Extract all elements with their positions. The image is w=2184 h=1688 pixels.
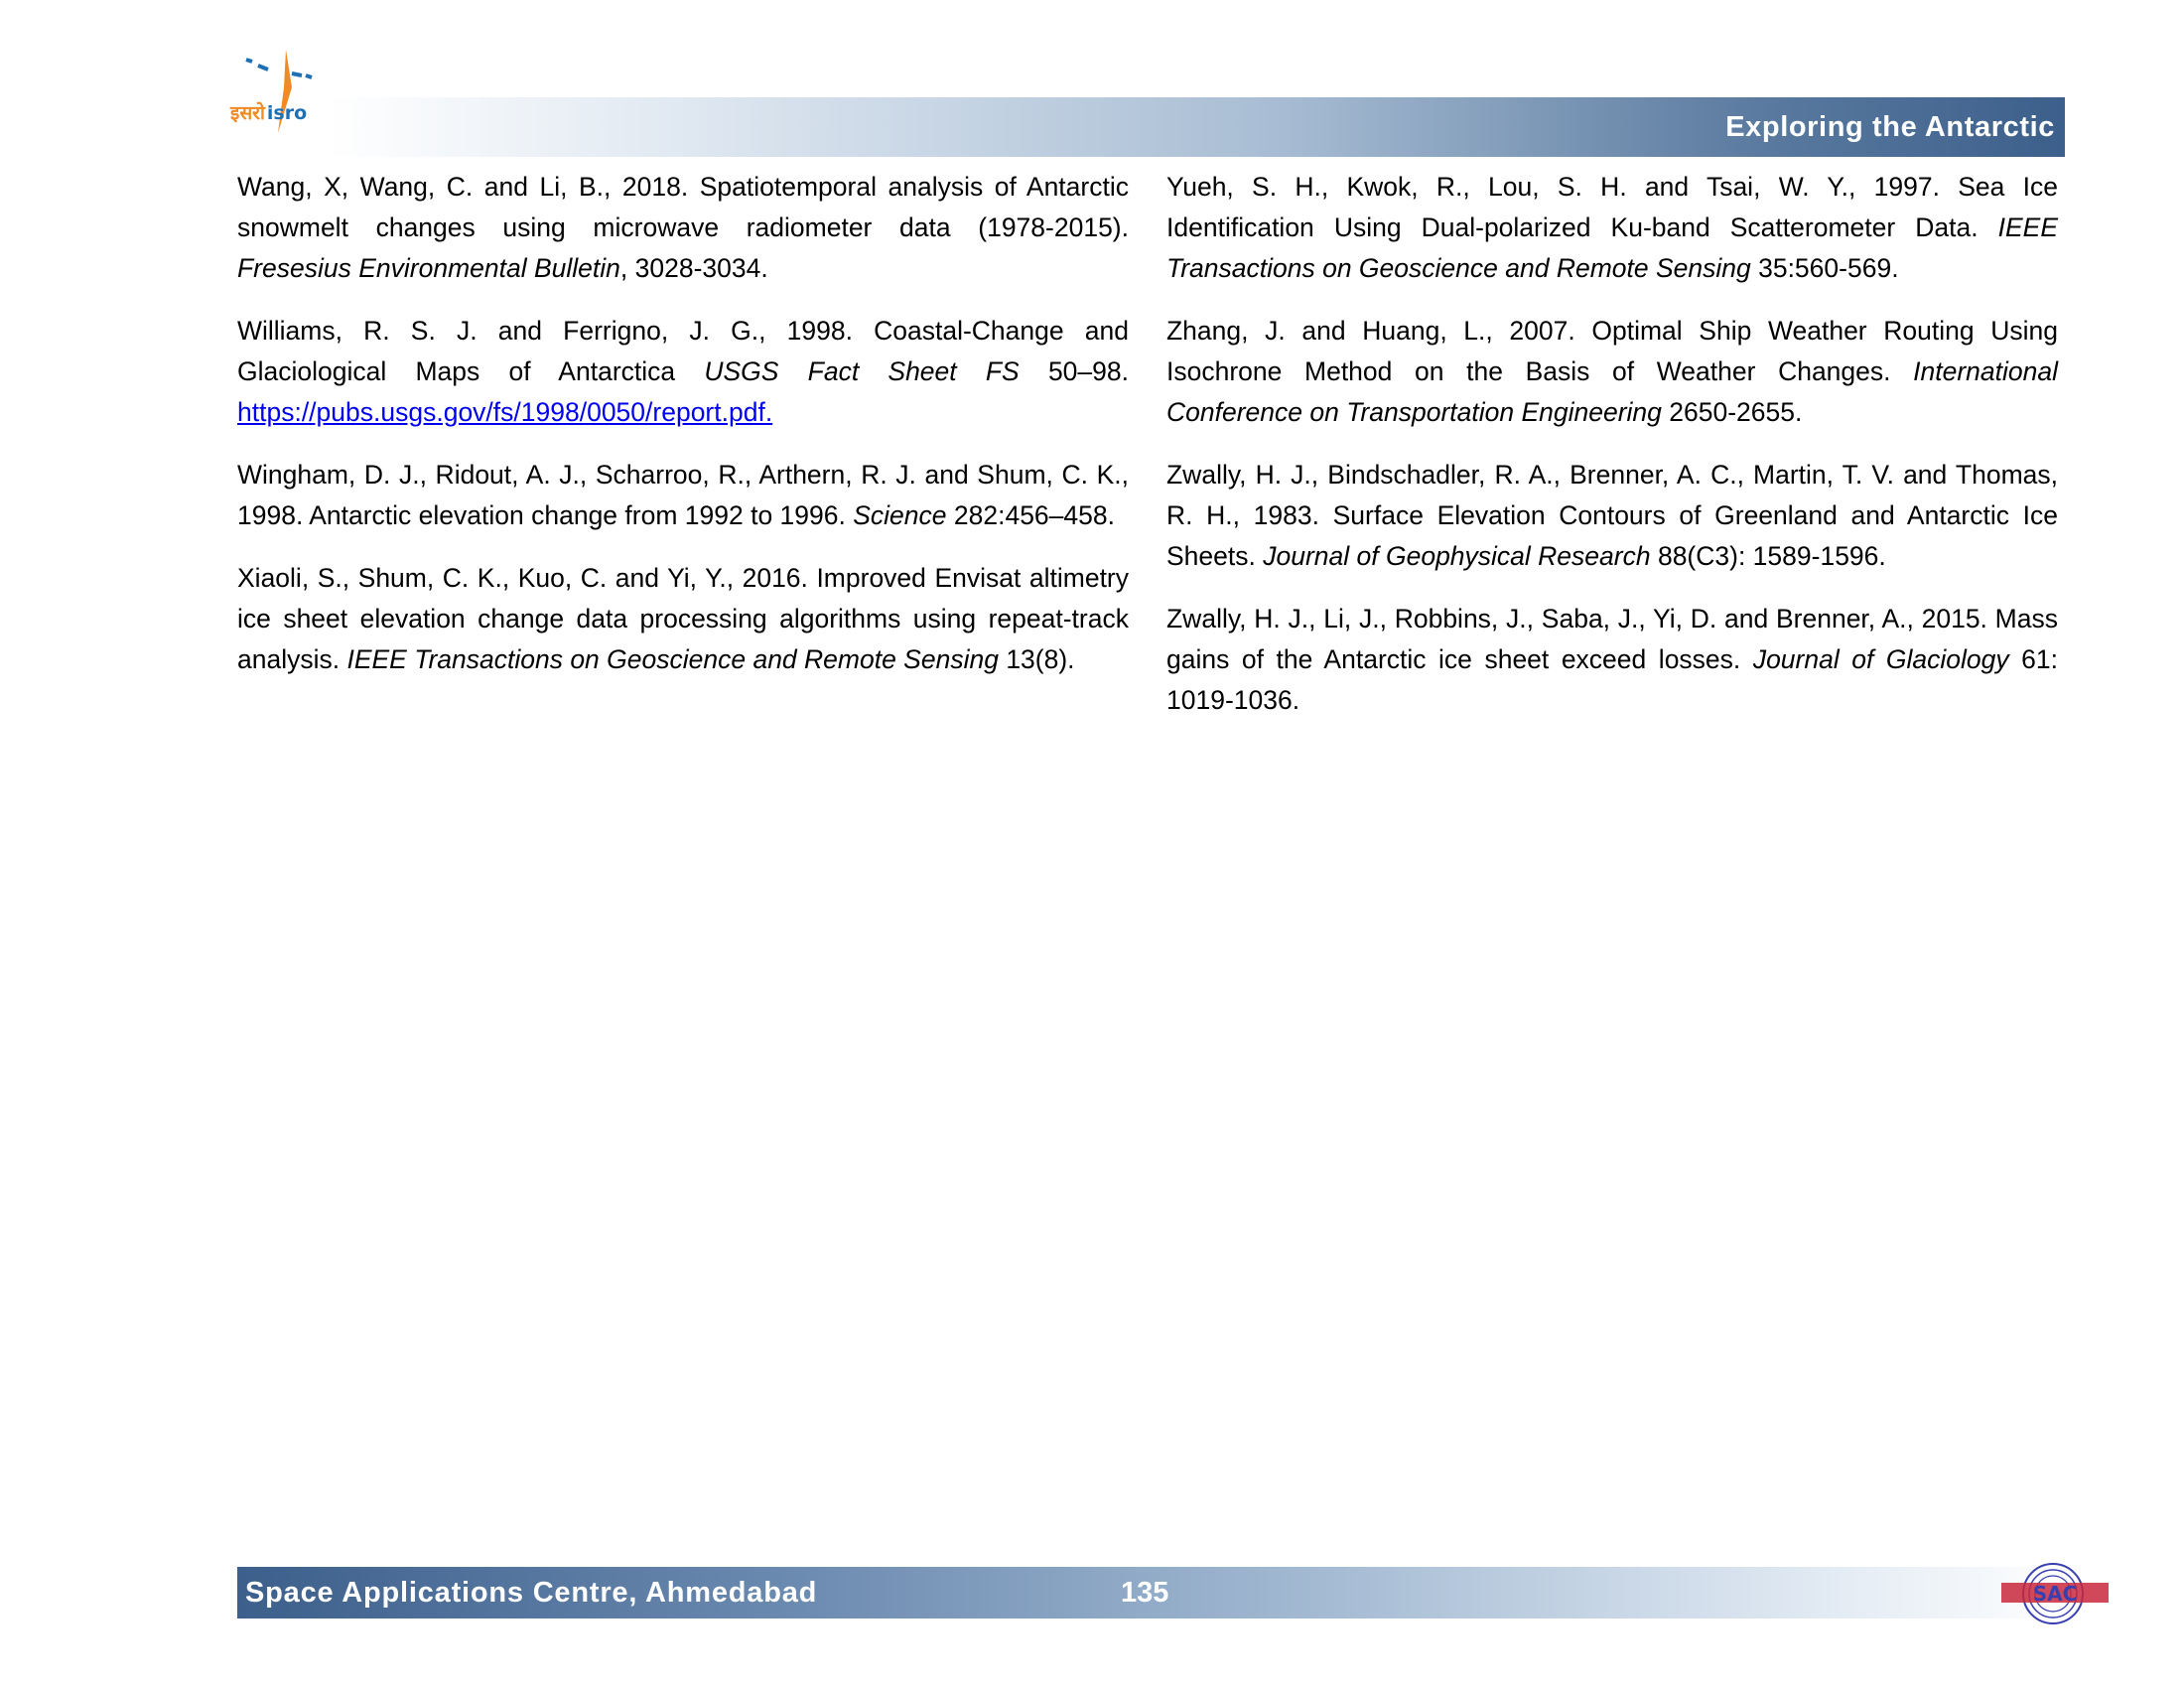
isro-logo-english: isro: [266, 102, 308, 124]
reference-text: Zwally, H. J., Bindschadler, R. A., Brenner, A. C., Martin, T. V. and Thomas, R. H., 1983. Surface Elevation Contours of Greenland and Antarctic Ice Sheets.: [1166, 460, 2058, 571]
footer-organization: Space Applications Centre, Ahmedabad: [245, 1577, 818, 1609]
reference-entry: [1166, 311, 2058, 433]
reference-entry: [1166, 167, 2058, 289]
reference-text: 13(8).: [998, 644, 1075, 674]
reference-text: 282:456–458.: [946, 500, 1115, 530]
reference-text: 61: 1019-1036.: [1166, 644, 2058, 715]
reference-entry: [1166, 455, 2058, 577]
reference-text: 35:560-569.: [1750, 253, 1899, 283]
references-right-column: [1166, 167, 2058, 743]
reference-journal: USGS Fact Sheet FS: [704, 356, 1020, 386]
reference-journal: IEEE Transactions on Geoscience and Remote Sensing: [346, 644, 999, 674]
isro-logo: [230, 48, 340, 143]
reference-text: Xiaoli, S., Shum, C. K., Kuo, C. and Yi, Y., 2016. Improved Envisat altimetry ice sheet elevation change data processing algorithms using repeat-track analysis.: [237, 563, 1129, 674]
reference-link[interactable]: https://pubs.usgs.gov/fs/1998/0050/report.pdf.: [237, 397, 773, 427]
reference-text: 88(C3): 1589-1596.: [1650, 541, 1886, 571]
reference-text: Wang, X, Wang, C. and Li, B., 2018. Spatiotemporal analysis of Antarctic snowmelt changes using microwave radiometer data (1978-2015).: [237, 172, 1129, 242]
header-band: [328, 97, 2065, 157]
reference-entry: [237, 455, 1129, 536]
reference-text: , 3028-3034.: [619, 253, 768, 283]
reference-text: 2650-2655.: [1661, 397, 1803, 427]
sac-logo-text: SAC: [2032, 1582, 2078, 1606]
footer-band: [237, 1567, 2076, 1618]
page-number: 135: [1121, 1577, 1169, 1609]
reference-entry: [237, 311, 1129, 433]
reference-journal: IEEE Transactions on Geoscience and Remote Sensing: [1166, 212, 2058, 283]
reference-text: 50–98.: [1019, 356, 1129, 386]
reference-text: Zwally, H. J., Li, J., Robbins, J., Saba, J., Yi, D. and Brenner, A., 2015. Mass gains of the Antarctic ice sheet exceed losses.: [1166, 604, 2058, 674]
references-section: [237, 167, 2066, 723]
reference-text: Wingham, D. J., Ridout, A. J., Scharroo, R., Arthern, R. J. and Shum, C. K., 1998. Antarctic elevation change from 1992 to 1996.: [237, 460, 1129, 530]
isro-logo-text: [230, 99, 307, 125]
sac-logo: [1999, 1561, 2111, 1626]
reference-entry: [1166, 599, 2058, 721]
references-left-column: [237, 167, 1129, 702]
reference-entry: [237, 558, 1129, 680]
reference-text: Williams, R. S. J. and Ferrigno, J. G., 1998. Coastal-Change and Glaciological Maps of Antarctica: [237, 316, 1129, 386]
reference-entry: [237, 167, 1129, 289]
sac-emblem-icon: [1999, 1561, 2111, 1626]
reference-journal: Journal of Geophysical Research: [1263, 541, 1651, 571]
reference-text: Yueh, S. H., Kwok, R., Lou, S. H. and Tsai, W. Y., 1997. Sea Ice Identification Using Dual-polarized Ku-band Scatterometer Data.: [1166, 172, 2058, 242]
page-title: Exploring the Antarctic: [1725, 111, 2055, 143]
isro-logo-hindi: इसरो: [230, 102, 265, 124]
reference-journal: International Conference on Transportation Engineering: [1166, 356, 2058, 427]
rocket-icon: [230, 48, 340, 143]
reference-journal: Journal of Glaciology: [1752, 644, 2009, 674]
reference-journal: Fresesius Environmental Bulletin: [237, 253, 620, 283]
reference-text: Zhang, J. and Huang, L., 2007. Optimal Ship Weather Routing Using Isochrone Method on the Basis of Weather Changes.: [1166, 316, 2058, 386]
reference-journal: Science: [853, 500, 947, 530]
